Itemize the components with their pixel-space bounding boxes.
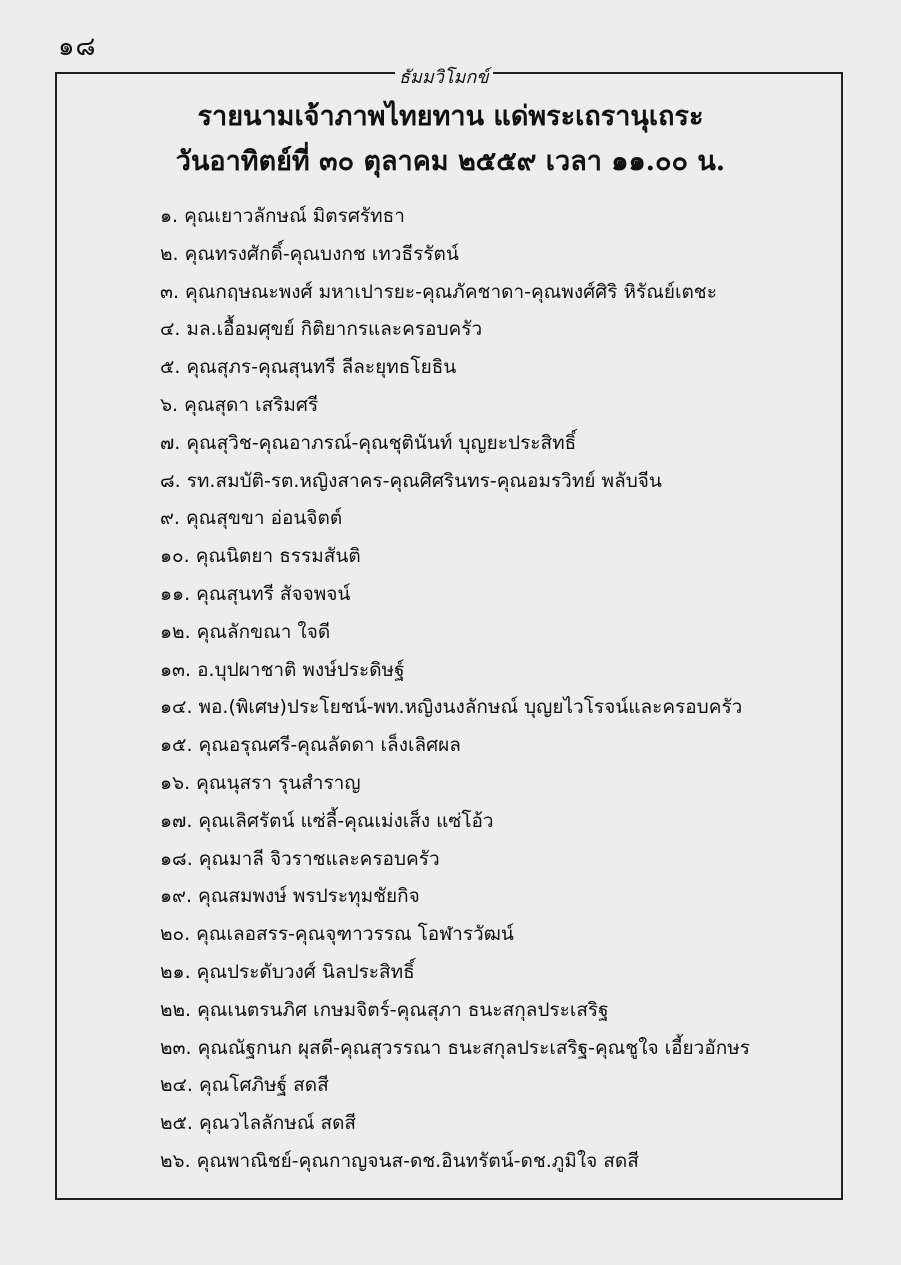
list-item-number: ๖. (160, 393, 179, 416)
list-item (160, 538, 830, 576)
list-item (160, 992, 830, 1030)
list-item-name: คุณพาณิชย์-คุณกาญจนส-ดช.อินทรัตน์-ดช.ภูมิใจ สดสี (196, 1149, 639, 1172)
list-item-name: คุณนิตยา ธรรมสันติ (195, 545, 361, 568)
list-item-number: ๓. (160, 280, 180, 303)
list-item-name: คุณสมพงษ์ พรประทุมชัยกิจ (198, 885, 420, 908)
list-item-name: คุณสุภร-คุณสุนทรี ลีละยุทธโยธิน (186, 356, 457, 379)
list-item-number: ๑๓. (160, 658, 192, 681)
list-item-name: คุณเลิศรัตน์ แซ่ลี้-คุณเม่งเส็ง แซ่โอ้ว (198, 809, 494, 832)
running-head: ธัมมวิโมกข์ (395, 62, 493, 91)
list-item (160, 1030, 830, 1068)
list-item-number: ๒๕. (160, 1112, 193, 1135)
list-item (160, 765, 830, 803)
list-item-number: ๑๘. (160, 847, 193, 870)
list-item (160, 311, 830, 349)
list-item-number: ๗. (160, 431, 181, 454)
list-item (160, 274, 830, 312)
list-item-name: คุณสุดา เสริมศรี (184, 393, 319, 416)
list-item-number: ๒๐. (160, 923, 191, 946)
list-item (160, 463, 830, 501)
list-item-name: คุณทรงศักดิ์-คุณบงกช เทวธีรรัตน์ (184, 242, 459, 265)
list-item-name: คุณสุขขา อ่อนจิตต์ (185, 507, 343, 530)
list-item-number: ๒๓. (160, 1036, 192, 1059)
list-item-name: คุณอรุณศรี-คุณลัดดา เล็งเลิศผล (198, 734, 461, 757)
list-item-number: ๑๑. (160, 582, 191, 605)
list-item (160, 803, 830, 841)
list-item-number: ๑๒. (160, 620, 191, 643)
list-item-number: ๑๕. (160, 734, 193, 757)
list-item-name: คุณเลอสรร-คุณจุฑาวรรณ โอฬารวัฒน์ (196, 923, 514, 946)
list-item-name: คุณวไลลักษณ์ สดสี (198, 1112, 357, 1135)
list-item-number: ๒๔. (160, 1074, 193, 1097)
list-item (160, 841, 830, 879)
list-item (160, 1105, 830, 1143)
list-item-name: คุณลักขณา ใจดี (196, 620, 331, 643)
list-item-name: คุณเยาวลักษณ์ มิตรศรัทธา (184, 205, 405, 227)
list-item (160, 727, 830, 765)
list-item (160, 198, 830, 236)
list-item (160, 916, 830, 954)
list-item (160, 500, 830, 538)
list-item-number: ๑๔. (160, 696, 193, 719)
list-item-number: ๕. (160, 356, 181, 379)
list-item-name: อ.บุปผาชาติ พงษ์ประดิษฐ์ (197, 658, 405, 681)
list-item-number: ๘. (160, 469, 181, 492)
list-item (160, 614, 830, 652)
donor-list (160, 198, 830, 1181)
list-item (160, 387, 830, 425)
page-number: ๑๘ (58, 32, 97, 62)
list-item-name: คุณณัฐกนก ผุสดี-คุณสุวรรณา ธนะสกุลประเสริฐ-คุณชูใจ เอี้ยวอักษร (197, 1036, 750, 1059)
list-item-number: ๔. (160, 318, 181, 341)
list-item-number: ๑๐. (160, 545, 190, 568)
list-item-name: คุณสุนทรี สัจจพจน์ (196, 582, 351, 605)
list-item-number: ๑๙. (160, 885, 193, 908)
list-item-name: คุณสุวิช-คุณอาภรณ์-คุณชุตินันท์ บุญยะประสิทธิ์ (186, 431, 577, 454)
list-item-number: ๑. (160, 205, 179, 227)
list-item (160, 349, 830, 387)
list-item (160, 689, 830, 727)
list-item-name: คุณนุสรา รุนสำราญ (196, 771, 361, 794)
document-date-line: วันอาทิตย์ที่ ๓๐ ตุลาคม ๒๕๕๙ เวลา ๑๑.๐๐ น. (175, 146, 726, 177)
list-item-number: ๙. (160, 507, 180, 530)
list-item-name: คุณมาลี จิวราชและครอบครัว (198, 847, 440, 870)
list-item-number: ๒๒. (160, 998, 192, 1021)
list-item-number: ๒. (160, 242, 179, 265)
list-item (160, 1067, 830, 1105)
list-item-number: ๒๑. (160, 960, 191, 983)
list-item-number: ๑๖. (160, 771, 191, 794)
document-title: รายนามเจ้าภาพไทยทาน แด่พระเถรานุเถระ (197, 101, 704, 132)
list-item (160, 878, 830, 916)
list-item-name: คุณโศภิษฐ์ สดสี (198, 1074, 329, 1097)
list-item-name: คุณเนตรนภิศ เกษมจิตร์-คุณสุภา ธนะสกุลประเสริฐ (197, 998, 609, 1021)
list-item-name: พอ.(พิเศษ)ประโยชน์-พท.หญิงนงลักษณ์ บุญยไวโรจน์และครอบครัว (198, 696, 743, 719)
list-item (160, 425, 830, 463)
list-item-name: คุณประดับวงศ์ นิลประสิทธิ์ (196, 960, 415, 983)
list-item-name: รท.สมบัติ-รต.หญิงสาคร-คุณศิศรินทร-คุณอมรวิทย์ พลับจีน (186, 469, 662, 492)
list-item (160, 576, 830, 614)
list-item (160, 652, 830, 690)
list-item (160, 1143, 830, 1181)
list-item-name: มล.เอื้อมศุขย์ กิติยากรและครอบครัว (186, 318, 483, 341)
list-item (160, 954, 830, 992)
list-item (160, 236, 830, 274)
list-item-number: ๑๗. (160, 809, 193, 832)
list-item-number: ๒๖. (160, 1149, 191, 1172)
list-item-name: คุณกฤษณะพงศ์ มหาเปารยะ-คุณภัคชาดา-คุณพงศ์ศิริ หิรัณย์เตชะ (185, 280, 717, 303)
